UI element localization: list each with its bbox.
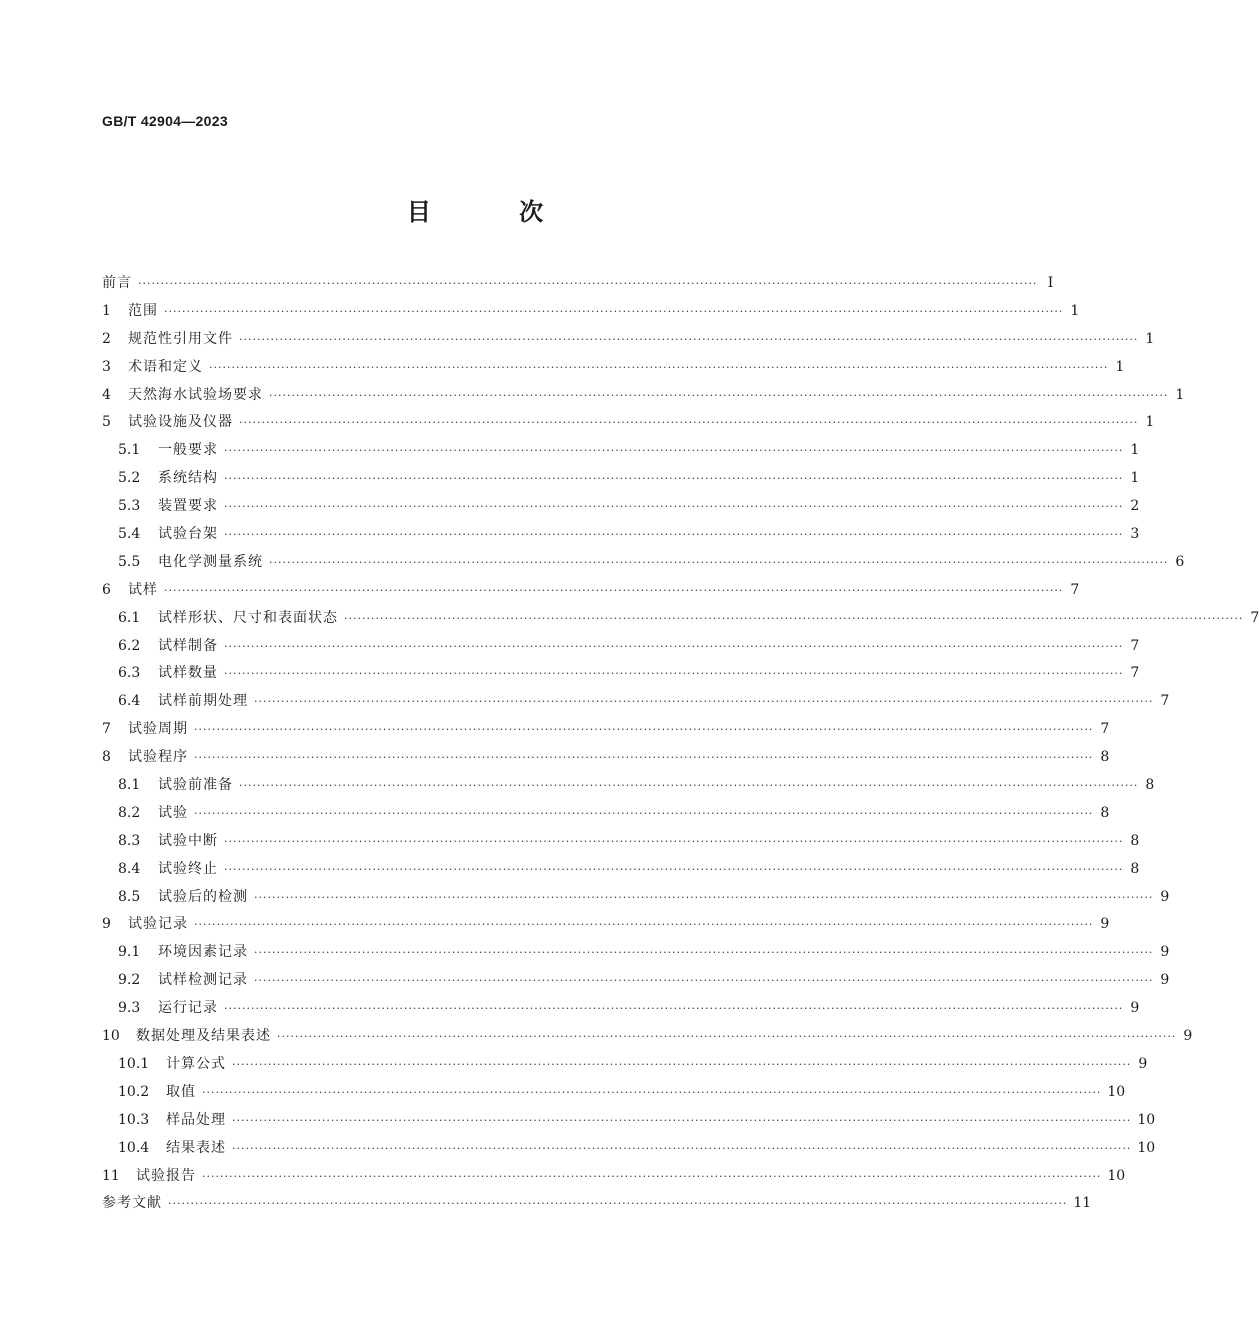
toc-entry-number: 9.3 (118, 1000, 141, 1017)
toc-entry[interactable] (102, 1135, 1156, 1163)
toc-entry-number: 10.2 (118, 1083, 150, 1100)
toc-leader-dots: ········································································································································································································ (209, 360, 1109, 374)
toc-entry-label: 试验程序 (128, 749, 188, 766)
toc-entry-label: 试验记录 (128, 916, 188, 933)
toc-entry-number: 8.4 (118, 860, 141, 877)
toc-entry-page: 9 (1160, 972, 1170, 989)
toc-entry-label: 试验台架 (158, 526, 218, 543)
table-of-contents (102, 270, 1259, 1218)
toc-entry-label: 试样形状、尺寸和表面状态 (158, 609, 338, 626)
toc-entry-page: 8 (1100, 749, 1110, 766)
toc-entry-number: 10.1 (118, 1055, 150, 1072)
toc-entry-page: 9 (1160, 888, 1170, 905)
toc-entry[interactable] (102, 828, 1140, 856)
toc-entry-number: 10.4 (118, 1139, 150, 1156)
toc-entry[interactable] (102, 744, 1110, 772)
toc-leader-dots: ········································································································································································································ (202, 1169, 1102, 1183)
toc-entry-page: 2 (1130, 498, 1140, 515)
toc-entry-label: 电化学测量系统 (158, 553, 263, 570)
toc-entry[interactable] (102, 409, 1155, 437)
toc-leader-dots: ········································································································································································································ (194, 723, 1094, 737)
toc-leader-dots: ········································································································································································································ (269, 555, 1169, 569)
toc-entry-page: 8 (1100, 804, 1110, 821)
toc-leader-dots: ········································································································································································································ (194, 751, 1094, 765)
toc-entry[interactable] (102, 911, 1110, 939)
toc-entry-page: 10 (1107, 1167, 1126, 1184)
toc-entry[interactable] (102, 493, 1140, 521)
toc-entry-page: 1 (1070, 302, 1080, 319)
toc-entry[interactable] (102, 1051, 1148, 1079)
toc-entry-label: 试验周期 (128, 721, 188, 738)
toc-entry-label: 前言 (102, 275, 132, 291)
toc-entry-page: 8 (1130, 860, 1140, 877)
toc-entry-page: 7 (1130, 665, 1140, 682)
standard-code: GB/T 42904—2023 (102, 113, 228, 129)
toc-entry-page: 7 (1160, 693, 1170, 710)
toc-leader-dots: ········································································································································································································ (239, 332, 1139, 346)
toc-entry-page: 3 (1130, 526, 1140, 543)
toc-entry[interactable] (102, 772, 1155, 800)
toc-leader-dots: ········································································································································································································ (232, 1113, 1132, 1127)
toc-entry[interactable] (102, 856, 1140, 884)
toc-entry-page: 11 (1073, 1195, 1092, 1212)
toc-entry[interactable] (102, 1023, 1193, 1051)
toc-entry-number: 5.3 (118, 498, 141, 515)
toc-entry[interactable] (102, 465, 1140, 493)
toc-entry-number: 9.1 (118, 944, 141, 961)
toc-entry-label: 天然海水试验场要求 (128, 386, 263, 403)
toc-leader-dots: ········································································································································································································ (164, 304, 1064, 318)
toc-entry-page: 8 (1145, 777, 1155, 794)
toc-entry-number: 5 (102, 414, 111, 431)
toc-entry-page: 7 (1250, 609, 1259, 626)
toc-leader-dots: ········································································································································································································ (239, 779, 1139, 793)
toc-entry-label: 运行记录 (158, 1000, 218, 1017)
toc-leader-dots: ········································································································································································································ (138, 277, 1038, 290)
toc-entry[interactable] (102, 577, 1080, 605)
toc-entry[interactable] (102, 298, 1080, 326)
toc-entry-label: 试验 (158, 804, 188, 821)
toc-entry[interactable] (102, 967, 1170, 995)
toc-entry-page: 9 (1100, 916, 1110, 933)
toc-entry[interactable] (102, 1190, 1092, 1218)
toc-leader-dots: ········································································································································································································ (224, 444, 1124, 458)
toc-leader-dots: ········································································································································································································ (194, 918, 1094, 932)
toc-entry-page: 10 (1107, 1083, 1126, 1100)
toc-entry-label: 试样前期处理 (158, 693, 248, 710)
toc-entry[interactable] (102, 633, 1140, 661)
toc-entry[interactable] (102, 688, 1170, 716)
toc-leader-dots: ········································································································································································································ (254, 890, 1154, 904)
toc-entry[interactable] (102, 605, 1259, 633)
toc-leader-dots: ········································································································································································································ (164, 583, 1064, 597)
toc-entry-page: 1 (1175, 386, 1185, 403)
toc-entry[interactable] (102, 884, 1170, 912)
toc-entry-number: 3 (102, 358, 111, 375)
toc-entry-label: 规范性引用文件 (128, 330, 233, 347)
toc-entry[interactable] (102, 549, 1185, 577)
toc-entry-label: 计算公式 (166, 1055, 226, 1072)
toc-entry-number: 8.2 (118, 804, 141, 821)
toc-entry[interactable] (102, 716, 1110, 744)
toc-entry-number: 9.2 (118, 972, 141, 989)
toc-leader-dots: ········································································································································································································ (224, 500, 1124, 514)
toc-entry-number: 6.1 (118, 609, 141, 626)
toc-entry-number: 8.1 (118, 777, 141, 794)
toc-entry-label: 取值 (166, 1083, 196, 1100)
toc-entry-number: 10 (102, 1028, 120, 1045)
toc-entry[interactable] (102, 270, 1054, 298)
toc-leader-dots: ········································································································································································································ (224, 667, 1124, 681)
toc-entry-page: 7 (1130, 637, 1140, 654)
toc-entry[interactable] (102, 382, 1185, 410)
toc-entry-label: 试验中断 (158, 832, 218, 849)
toc-entry-number: 5.5 (118, 553, 141, 570)
toc-leader-dots: ········································································································································································································ (224, 528, 1124, 542)
toc-entry-page: 1 (1145, 330, 1155, 347)
toc-entry-number: 8 (102, 749, 111, 766)
toc-entry-page: 1 (1130, 470, 1140, 487)
toc-leader-dots: ········································································································································································································ (344, 611, 1244, 625)
toc-entry-label: 数据处理及结果表述 (136, 1028, 271, 1045)
toc-leader-dots: ········································································································································································································ (232, 1057, 1132, 1071)
toc-entry-number: 5.2 (118, 470, 141, 487)
toc-entry[interactable] (102, 1163, 1126, 1191)
toc-leader-dots: ········································································································································································································ (239, 416, 1139, 430)
toc-entry[interactable] (102, 354, 1125, 382)
toc-leader-dots: ········································································································································································································ (202, 1085, 1102, 1099)
toc-entry-number: 8.3 (118, 832, 141, 849)
toc-entry[interactable] (102, 800, 1110, 828)
toc-entry-number: 4 (102, 386, 111, 403)
toc-entry[interactable] (102, 995, 1140, 1023)
toc-entry-page: 10 (1137, 1139, 1156, 1156)
toc-leader-dots: ········································································································································································································ (277, 1030, 1177, 1044)
toc-leader-dots: ········································································································································································································ (269, 388, 1169, 402)
toc-leader-dots: ········································································································································································································ (224, 834, 1124, 848)
toc-entry-page: 1 (1130, 442, 1140, 459)
toc-entry-label: 一般要求 (158, 442, 218, 459)
toc-leader-dots: ········································································································································································································ (224, 862, 1124, 876)
toc-entry-label: 试验后的检测 (158, 888, 248, 905)
toc-entry-page: Ⅰ (1047, 275, 1054, 291)
toc-entry-page: 8 (1130, 832, 1140, 849)
toc-leader-dots: ········································································································································································································ (254, 695, 1154, 709)
toc-entry-label: 试验报告 (136, 1167, 196, 1184)
toc-entry-page: 9 (1138, 1055, 1148, 1072)
toc-entry-label: 结果表述 (166, 1139, 226, 1156)
toc-entry[interactable] (102, 437, 1140, 465)
toc-leader-dots: ········································································································································································································ (224, 1002, 1124, 1016)
toc-entry[interactable] (102, 521, 1140, 549)
toc-entry-label: 试验前准备 (158, 777, 233, 794)
toc-leader-dots: ········································································································································································································ (168, 1197, 1068, 1211)
toc-leader-dots: ········································································································································································································ (194, 806, 1094, 820)
toc-entry-page: 7 (1070, 581, 1080, 598)
toc-leader-dots: ········································································································································································································ (224, 472, 1124, 486)
toc-entry-label: 环境因素记录 (158, 944, 248, 961)
toc-entry-number: 8.5 (118, 888, 141, 905)
toc-entry-page: 7 (1100, 721, 1110, 738)
toc-entry-page: 1 (1115, 358, 1125, 375)
toc-entry[interactable] (102, 660, 1140, 688)
toc-entry-number: 11 (102, 1167, 120, 1184)
toc-leader-dots: ········································································································································································································ (224, 639, 1124, 653)
toc-entry-label: 术语和定义 (128, 358, 203, 375)
toc-entry-label: 试样制备 (158, 637, 218, 654)
toc-entry-number: 5.1 (118, 442, 141, 459)
toc-entry-page: 9 (1130, 1000, 1140, 1017)
toc-entry-number: 5.4 (118, 526, 141, 543)
toc-entry-label: 系统结构 (158, 470, 218, 487)
toc-entry-label: 试验设施及仪器 (128, 414, 233, 431)
toc-entry-page: 10 (1137, 1111, 1156, 1128)
toc-entry-label: 装置要求 (158, 498, 218, 515)
toc-entry-label: 范围 (128, 302, 158, 319)
toc-entry-page: 6 (1175, 553, 1185, 570)
toc-entry-label: 样品处理 (166, 1111, 226, 1128)
toc-entry-label: 试样 (128, 581, 158, 598)
toc-entry[interactable] (102, 1107, 1156, 1135)
toc-entry-number: 10.3 (118, 1111, 150, 1128)
toc-entry[interactable] (102, 326, 1155, 354)
toc-leader-dots: ········································································································································································································ (254, 946, 1154, 960)
toc-entry-number: 2 (102, 330, 111, 347)
toc-entry-number: 7 (102, 721, 111, 738)
toc-entry-page: 9 (1160, 944, 1170, 961)
toc-entry-label: 试验终止 (158, 860, 218, 877)
toc-entry-number: 6 (102, 581, 111, 598)
toc-entry-label: 参考文献 (102, 1195, 162, 1212)
toc-entry-page: 1 (1145, 414, 1155, 431)
toc-leader-dots: ········································································································································································································ (232, 1141, 1132, 1155)
toc-entry-number: 6.4 (118, 693, 141, 710)
toc-entry-number: 1 (102, 302, 111, 319)
toc-entry-number: 6.3 (118, 665, 141, 682)
toc-entry-number: 6.2 (118, 637, 141, 654)
toc-leader-dots: ········································································································································································································ (254, 974, 1154, 988)
toc-entry[interactable] (102, 939, 1170, 967)
page-title: 目 次 (406, 197, 584, 226)
toc-entry-page: 9 (1183, 1028, 1193, 1045)
toc-entry-number: 9 (102, 916, 111, 933)
toc-entry-label: 试样数量 (158, 665, 218, 682)
toc-entry-label: 试样检测记录 (158, 972, 248, 989)
toc-entry[interactable] (102, 1079, 1126, 1107)
